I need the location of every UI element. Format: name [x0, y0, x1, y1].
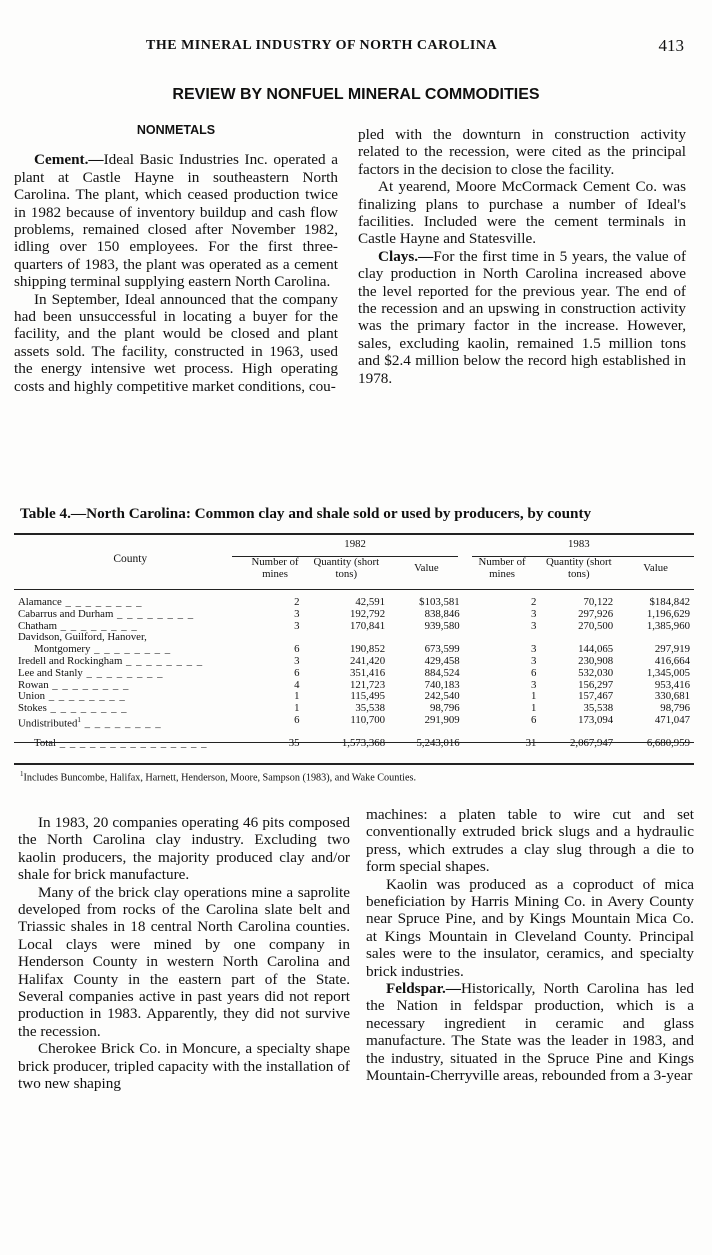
- cell-q83: 70,122: [583, 596, 614, 608]
- yearend-paragraph: At yearend, Moore McCormack Cement Co. was finalizing plans to purchase a number of Ideal's facilities. Included were the cement terminals in Castle Hayne and Statesville.: [358, 178, 686, 248]
- cell-q82: 35,538: [355, 702, 386, 715]
- cell-q82: 110,700: [350, 713, 386, 726]
- cell-m82: 1: [294, 702, 300, 715]
- table-row: Lee and Stanly _ _ _ _ _ _ _ _ 6 351,416 884,524 6 532,030 1,345,005: [14, 668, 694, 680]
- cell-q82: 115,495: [350, 690, 386, 703]
- cell-q83: 173,094: [578, 713, 614, 726]
- cell-v82: 884,524: [424, 666, 460, 679]
- cell-m83: 3: [531, 643, 537, 656]
- cell-m83: 6: [531, 713, 537, 726]
- footnote-mark: 1: [20, 770, 24, 778]
- total-top-rule: [14, 742, 694, 743]
- county-cell: Davidson, Guilford, Hanover,: [18, 631, 147, 644]
- cell-v83: 1,345,005: [646, 666, 690, 679]
- september-paragraph: In September, Ideal announced that the company had been unsuccessful in locating a buyer for the facility, and the plant would be closed and plant assets sold. The facility, constructed in 1963, used the energy intensive wet process. High operating costs and highly competitive market conditions, cou-: [14, 290, 338, 395]
- county-cell: Lee and Stanly: [18, 666, 83, 679]
- table-footnote: $^1$Includes Buncombe, Halifax, Harnett, Henderson, Moore, Sampson (1983), and Wake Counties.: [20, 770, 417, 784]
- cell-v82: 98,796: [429, 702, 460, 715]
- feldspar-runin: Feldspar.—: [386, 980, 461, 998]
- col-qty-82: Quantity (short tons): [313, 556, 380, 580]
- cell-m83: 1: [531, 690, 537, 703]
- cell-q82: 121,723: [350, 678, 386, 691]
- table-row: Iredell and Rockingham _ _ _ _ _ _ _ _ 3 241,420 429,458 3 230,908 416,664: [14, 656, 694, 668]
- year-1983: 1983: [568, 538, 590, 550]
- county-cell: Cabarrus and Durham: [18, 607, 114, 620]
- cell-m82: 6: [294, 666, 300, 679]
- total-label: Total: [34, 737, 57, 750]
- cell-m82: 3: [294, 619, 300, 632]
- cell-v83: 471,047: [654, 713, 690, 726]
- year1-rule: [232, 556, 458, 557]
- cell-q83: 297,926: [578, 607, 614, 620]
- total-v83: 6,680,959: [646, 737, 690, 750]
- table-row: Montgomery _ _ _ _ _ _ _ _ 6 190,852 673,599 3 144,065 297,919: [14, 644, 694, 656]
- cell-m83: 2: [531, 596, 537, 608]
- cell-q83: 156,297: [578, 678, 614, 691]
- table-row: Union _ _ _ _ _ _ _ _ 1 115,495 242,540 1 157,467 330,681: [14, 691, 694, 703]
- table-row: Rowan _ _ _ _ _ _ _ _ 4 121,723 740,183 3 156,297 953,416: [14, 680, 694, 692]
- clays-paragraph: Clays.—For the first time in 5 years, the value of clay production in North Carolina increased above the level reported for the previous year. The end of the recession and an upswing in construction activity was the primary factor in the increase. However, sales, excluding kaolin, remained 1.5 million tons and $2.4 million below the record high established in 1978.: [358, 247, 686, 387]
- col-value-83: Value: [643, 562, 668, 575]
- cell-q82: 42,591: [355, 596, 386, 608]
- county-cell: Union: [18, 690, 45, 703]
- footnote-ref: 1: [77, 715, 81, 724]
- cell-v83: 1,385,960: [646, 619, 690, 632]
- clay-table: [14, 533, 694, 750]
- feldspar-paragraph: Feldspar.—Historically, North Carolina has led the Nation in feldspar production, which is a necessary ingredient in ceramic and glass manufacture. The State was the leader in 1983, and the industry, situated in the Spruce Pine and Kings Mountain-Cherryville areas, rebounded from a 3-year: [366, 980, 694, 1085]
- county-cell: Rowan: [18, 678, 49, 691]
- total-v82: 5,243,016: [416, 737, 460, 750]
- cell-m82: 6: [294, 643, 300, 656]
- bottom-right-p1: machines: a platen table to wire cut and set conventionally extruded brick slugs and a hydraulic press, which extrudes a clay slug through a die to form special shapes.: [366, 806, 694, 876]
- cell-v82: $103,581: [419, 596, 460, 608]
- continued-paragraph: pled with the downturn in construction activity related to the recession, were cited as the principal factors in the decision to close the facility.: [358, 126, 686, 178]
- total-row: Total _ _ _ _ _ _ _ _ _ _ _ _ _ _ _ 35 1,573,368 5,243,016 31 2,067,947 6,680,959: [14, 738, 694, 750]
- cell-m82: 6: [294, 713, 300, 726]
- running-header: [0, 38, 712, 58]
- cell-q83: 144,065: [578, 643, 614, 656]
- col-county: County: [113, 553, 148, 566]
- bottom-left-p1: In 1983, 20 companies operating 46 pits composed the North Carolina clay industry. Excluding two kaolin producers, the majority produced clay and/or shale for brick manufacture.: [18, 814, 350, 884]
- cell-v82: 939,580: [424, 619, 460, 632]
- left-column: [14, 114, 338, 395]
- cell-v82: 838,846: [424, 607, 460, 620]
- cell-m83: 3: [531, 654, 537, 667]
- table-row: Undistributed$^1$ _ _ _ _ _ _ _ _ 6 110,700 291,909 6 173,094 471,047: [14, 715, 694, 730]
- year-1982: 1982: [344, 538, 366, 550]
- cell-m83: 6: [531, 666, 537, 679]
- cell-v82: 291,909: [424, 713, 460, 726]
- bottom-right-p2: Kaolin was produced as a coproduct of mica beneficiation by Harris Mining Co. in Avery County near Spruce Pine, and by Kings Mountain Mica Co. at Kings Mountain in Cleveland County. Principal sales were to the insulator, ceramics, and specialty brick industries.: [366, 875, 694, 980]
- cell-m82: 1: [294, 690, 300, 703]
- cell-m83: 3: [531, 678, 537, 691]
- page-number: 413: [658, 36, 684, 55]
- clays-runin: Clays.—: [378, 247, 434, 265]
- table-row: Alamance _ _ _ _ _ _ _ _ 2 42,591 $103,581 2 70,122 $184,842: [14, 587, 694, 609]
- county-cell: Alamance: [18, 596, 62, 608]
- table-row: Cabarrus and Durham _ _ _ _ _ _ _ _ 3 192,792 838,846 3 297,926 1,196,629: [14, 609, 694, 621]
- cell-v82: 242,540: [424, 690, 460, 703]
- cell-q82: 190,852: [350, 643, 386, 656]
- county-cell: Stokes: [18, 702, 47, 715]
- cell-q83: 157,467: [578, 690, 614, 703]
- cell-m82: 3: [294, 654, 300, 667]
- col-value-82: Value: [414, 562, 439, 575]
- year2-rule: [472, 556, 694, 557]
- cell-v83: 416,664: [654, 654, 690, 667]
- cell-q83: 35,538: [583, 702, 614, 715]
- header-bottom-rule: [14, 589, 694, 590]
- cell-v83: 297,919: [654, 643, 690, 656]
- cell-q82: 192,792: [350, 607, 386, 620]
- bottom-left-p3: Cherokee Brick Co. in Moncure, a specialty shape brick producer, tripled capacity with the installation of two new shaping: [18, 1040, 350, 1093]
- cell-q82: 241,420: [350, 654, 386, 667]
- county-cell: Undistributed: [18, 717, 78, 730]
- county-cell: Chatham: [18, 619, 57, 632]
- bottom-right-column: [366, 806, 694, 1085]
- bottom-left-p2: Many of the brick clay operations mine a saprolite developed from rocks of the Carolina slate belt and Triassic shales in 18 central North Carolina counties. Local clays were mined by one company in Henderson County in western North Carolina and Halifax County in the eastern part of the State. Several companies active in past years did not report production in 1983. Apparently, they did not survive the recession.: [18, 883, 350, 1040]
- cell-m83: [464, 632, 541, 644]
- cell-v82: 673,599: [424, 643, 460, 656]
- cell-q83: 270,500: [578, 619, 614, 632]
- table-row: Chatham _ _ _ _ _ _ _ _ 3 170,841 939,580 3 270,500 1,385,960: [14, 621, 694, 633]
- total-m83: 31: [525, 737, 537, 750]
- cell-q83: 230,908: [578, 654, 614, 667]
- review-heading: REVIEW BY NONFUEL MINERAL COMMODITIES: [172, 86, 540, 103]
- col-mines-83: Number of mines: [478, 556, 526, 580]
- cell-m83: 3: [531, 607, 537, 620]
- cell-v83: 953,416: [654, 678, 690, 691]
- col-mines-82: Number of mines: [251, 556, 299, 580]
- total-q83: 2,067,947: [570, 737, 614, 750]
- table-title: Table 4.—North Carolina: Common clay and shale sold or used by producers, by county: [20, 505, 592, 522]
- cement-runin: Cement.—: [34, 151, 104, 169]
- cell-m83: 3: [531, 619, 537, 632]
- cell-v83: $184,842: [649, 596, 690, 608]
- cell-m82: 4: [294, 678, 300, 691]
- county-cell: Montgomery: [34, 643, 91, 656]
- cell-m82: 3: [294, 607, 300, 620]
- total-m82: 35: [288, 737, 300, 750]
- section-heading-nonmetals: NONMETALS: [136, 123, 216, 137]
- col-qty-83: Quantity (short tons): [545, 556, 612, 580]
- cement-paragraph: Cement.—Ideal Basic Industries Inc. operated a plant at Castle Hayne in southeastern North Carolina. The plant, which ceased production twice in 1982 because of inventory buildup and cash flow problems, remained closed after November 1982, idling over 150 employees. For the first three-quarters of 1983, the plant was operated as a cement shipping terminal supplying eastern North Carolina.: [14, 151, 338, 291]
- bottom-left-column: [18, 814, 350, 1093]
- cell-v83: 330,681: [654, 690, 690, 703]
- cell-v83: 98,796: [660, 702, 690, 715]
- cell-q83: 532,030: [578, 666, 614, 679]
- county-cell: Iredell and Rockingham: [18, 654, 123, 667]
- table-bottom-rule: [14, 763, 694, 765]
- cell-v83: 1,196,629: [646, 607, 690, 620]
- cell-m83: 1: [531, 702, 537, 715]
- cell-q82: 351,416: [350, 666, 386, 679]
- cell-q82: 170,841: [350, 619, 386, 632]
- total-q82: 1,573,368: [341, 737, 386, 750]
- cell-v82: 740,183: [424, 678, 460, 691]
- table-row: Stokes _ _ _ _ _ _ _ _ 1 35,538 98,796 1 35,538 98,796: [14, 703, 694, 715]
- right-column: [358, 126, 686, 387]
- header-title: THE MINERAL INDUSTRY OF NORTH CAROLINA: [146, 38, 498, 53]
- cell-m82: 2: [294, 596, 300, 608]
- cell-v82: 429,458: [424, 654, 460, 667]
